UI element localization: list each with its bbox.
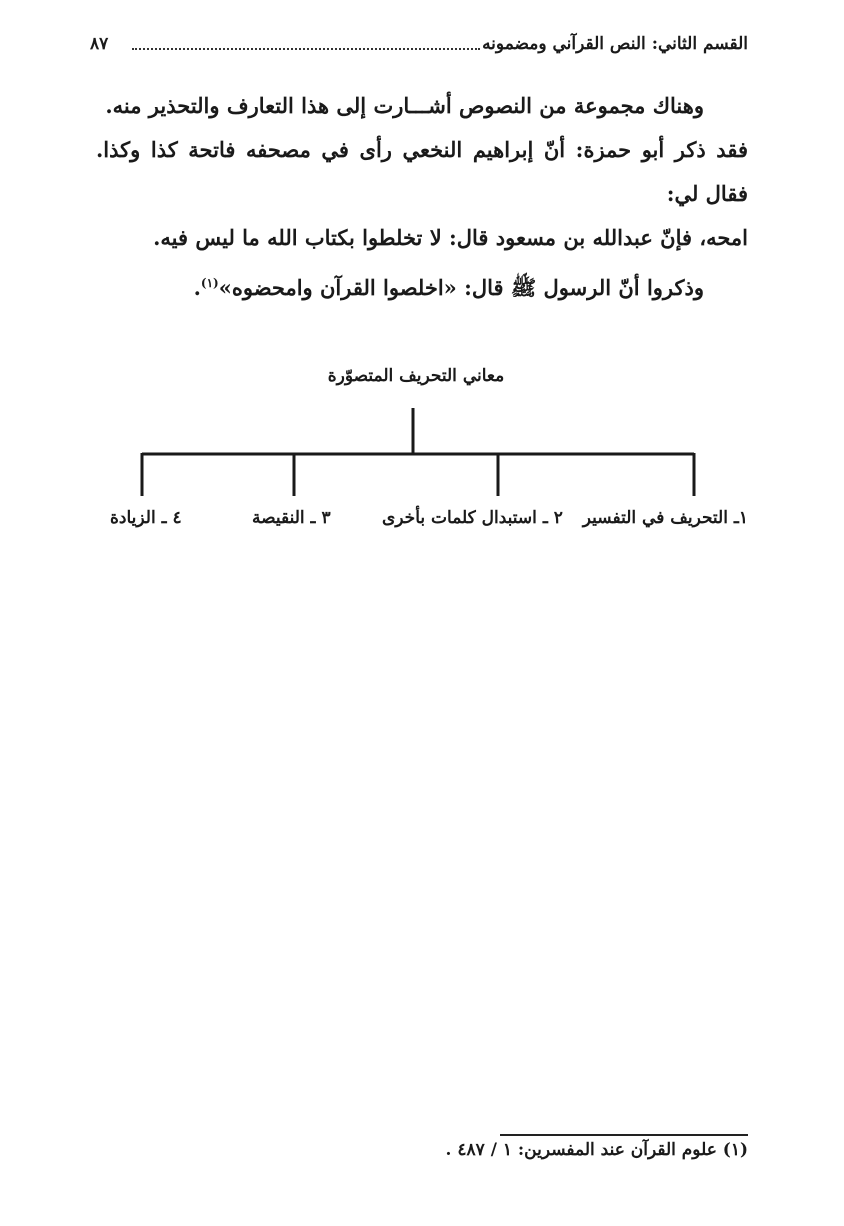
tree-connectors [0,360,844,560]
header-leader-dots [132,40,480,50]
tree-diagram [0,360,844,560]
footnote-separator [500,1134,748,1136]
paragraph-line: وهناك مجموعة من النصوص أشـــارت إلى هذا التعارف والتحذير منه. [105,93,704,118]
footnote-reference: (١) [200,276,219,290]
diagram-node-omission: ٣ ـ النقيصة [252,508,331,528]
header-title: القسم الثاني: النص القرآني ومضمونه [482,34,748,54]
quote-text: وذكروا أنّ الرسول ﷺ قال: «اخلصوا القرآن وامحضوه» [218,275,704,300]
paragraph-line: امحه، فإنّ عبدالله بن مسعود قال: لا تخلطوا بكتاب الله ما ليس فيه. [153,225,748,250]
diagram-node-addition: ٤ ـ الزيادة [110,508,182,528]
paragraph-line: فقد ذكر أبو حمزة: أنّ إبراهيم النخعي رأى في مصحفه فاتحة كذا وكذا. فقال لي: [96,137,748,206]
diagram-node-substitution: ٢ ـ استبدال كلمات بأخرى [382,508,563,528]
footnote: (١) علوم القرآن عند المفسرين: ١ / ٤٨٧ . [445,1140,748,1160]
diagram-node-interpretation: ١ـ التحريف في التفسير [582,508,748,528]
diagram-root-node: معاني التحريف المتصوّرة [327,366,505,386]
page-number: ٨٧ [90,34,109,54]
running-header [90,34,748,64]
paragraph-line-quote [96,266,748,310]
quote-end: . [193,275,201,300]
body-text [96,84,748,310]
